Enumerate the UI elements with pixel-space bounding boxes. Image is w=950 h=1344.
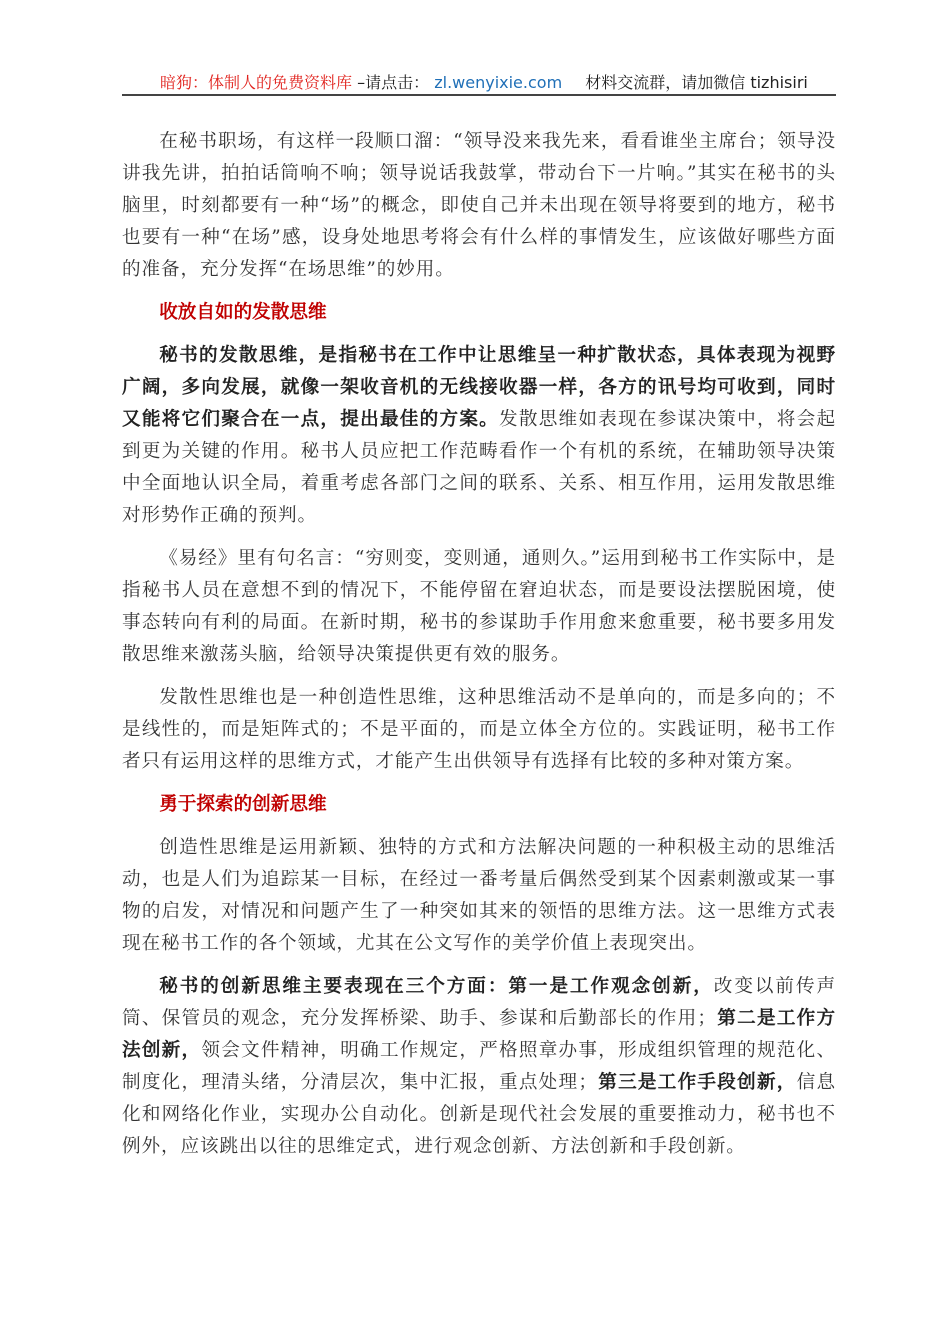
text-run: 发散思维如表现在参谋决策中，将会起到更为关键的作用。秘书人员应把工作范畴看作一个有机的系统，在辅助领导决策中全面地认识全局，着重考虑各部门之间的联系、关系、相互作用，运用发散思维对形势作正确的预判。 (122, 409, 836, 526)
text-run: 改变以前传声筒、保管员的观念，充分发挥桥梁、助手、参谋和后勤部长的作用； (122, 976, 836, 1029)
bold-text: 第二是工作方法创新， (122, 1008, 836, 1061)
text-run: 创造性思维是运用新颖、独特的方式和方法解决问题的一种积极主动的思维活动，也是人们为追踪某一目标，在经过一番考量后偶然受到某个因素刺激或某一事物的启发，对情况和问题产生了一种突如其来的领悟的思维方法。这一思维方式表现在秘书工作的各个领域，尤其在公文写作的美学价值上表现突出。 (122, 837, 836, 954)
paragraph (122, 682, 836, 778)
bold-text: 第三是工作手段创新， (597, 1072, 797, 1093)
text-run: 在秘书职场，有这样一段顺口溜：“领导没来我先来，看看谁坐主席台；领导没讲我先讲，拍拍话筒响不响；领导说话我鼓掌，带动台下一片响。”其实在秘书的头脑里，时刻都要有一种“场”的概念，即使自己并未出现在领导将要到的地方，秘书也要有一种“在场”感，设身处地思考将会有什么样的事情发生，应该做好哪些方面的准备，充分发挥“在场思维”的妙用。 (122, 131, 836, 280)
text-run: 勇于探索的创新思维 (159, 794, 327, 815)
paragraph (122, 543, 836, 671)
text-run: 收放自如的发散思维 (159, 302, 327, 323)
text-run: 信息化和网络化作业，实现办公自动化。创新是现代社会发展的重要推动力，秘书也不例外，应该跳出以往的思维定式，进行观念创新、方法创新和手段创新。 (122, 1072, 836, 1157)
document-body (122, 126, 836, 1174)
website-link[interactable]: zl.wenyixie.com (434, 73, 563, 92)
paragraph (122, 340, 836, 532)
bold-text: 秘书的创新思维主要表现在三个方面：第一是工作观念创新， (159, 976, 714, 997)
section-heading (122, 297, 836, 329)
section-heading (122, 789, 836, 821)
click-prompt: –请点击： (357, 73, 430, 92)
paragraph (122, 126, 836, 286)
text-run: 领会文件精神，明确工作规定，严格照章办事，形成组织管理的规范化、制度化，理清头绪，分清层次，集中汇报，重点处理； (122, 1040, 836, 1093)
text-run: 《易经》里有句名言：“穷则变，变则通，通则久。”运用到秘书工作实际中，是指秘书人员在意想不到的情况下，不能停留在窘迫状态，而是要设法摆脱困境，使事态转向有利的局面。在新时期，秘书的参谋助手作用愈来愈重要，秘书要多用发散思维来激荡头脑，给领导决策提供更有效的服务。 (122, 548, 836, 665)
text-run: 发散性思维也是一种创造性思维，这种思维活动不是单向的，而是多向的；不是线性的，而是矩阵式的；不是平面的，而是立体全方位的。实践证明，秘书工作者只有运用这样的思维方式，才能产生出供领导有选择有比较的多种对策方案。 (122, 687, 836, 772)
bold-text: 秘书的发散思维，是指秘书在工作中让思维呈一种扩散状态，具体表现为视野广阔，多向发展，就像一架收音机的无线接收器一样，各方的讯号均可收到，同时又能将它们聚合在一点，提出最佳的方案。 (122, 345, 836, 430)
contact-text: 材料交流群，请加微信 tizhisiri (585, 73, 808, 92)
page-header (122, 68, 836, 96)
brand-text: 暗狗：体制人的免费资料库 (160, 73, 353, 92)
paragraph (122, 832, 836, 960)
paragraph (122, 971, 836, 1163)
